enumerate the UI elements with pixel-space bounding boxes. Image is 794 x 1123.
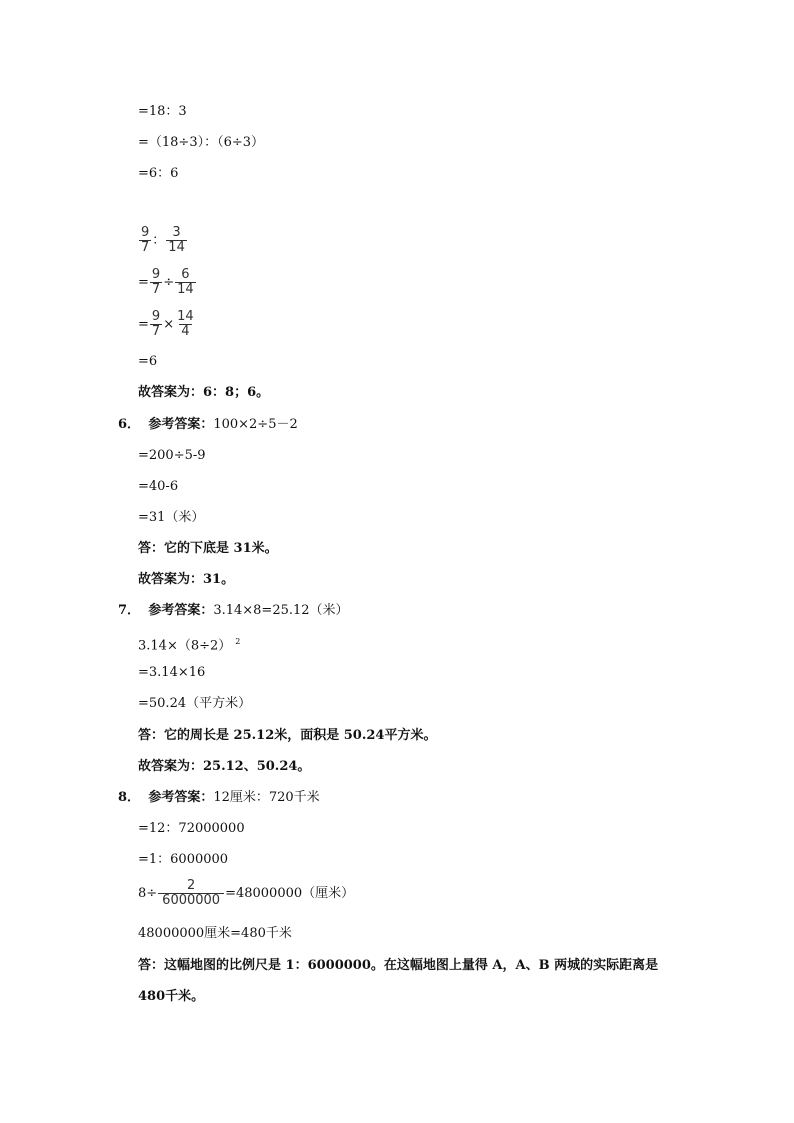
q6-step-1: =200÷5-9	[138, 448, 206, 463]
q8-answer-line-2: 480千米。	[138, 989, 205, 1004]
q7-final: 故答案为：25.12、50.24。	[138, 759, 311, 774]
fraction: $\frac{6}{14}$	[177, 267, 194, 297]
fraction: $\frac{9}{7}$	[141, 225, 150, 255]
q7-step-1: 3.14×（8÷2） $^2$	[138, 637, 241, 654]
calc-line-1: =18：3	[138, 104, 187, 119]
q8-answer-line-1: 答：这幅地图的比例尺是 1：6000000。在这幅地图上量得 A，A、B 两城的实际距离是	[138, 958, 659, 973]
fraction: $\frac{9}{7}$	[151, 309, 161, 339]
answer-line: 故答案为：6：8；6。	[138, 385, 270, 400]
question-7-header: 7． 参考答案：3.14×8=25.12（米）	[118, 603, 349, 618]
fraction-line-3: = $\frac{9}{7}$ × $\frac{14}{4}$	[138, 309, 194, 339]
fraction: $\frac{3}{14}$	[168, 225, 185, 255]
q6-answer: 答：它的下底是 31米。	[138, 541, 278, 556]
question-8-header: 8． 参考答案：12厘米：720千米	[118, 790, 320, 805]
q8-step-1: =12：72000000	[138, 821, 245, 836]
q6-final: 故答案为：31。	[138, 572, 235, 587]
fraction-line-2: = $\frac{9}{7}$ ÷ $\frac{6}{14}$	[138, 267, 194, 297]
question-6-header: 6． 参考答案：100×2÷5－2	[118, 417, 298, 432]
q7-step-2: =3.14×16	[138, 665, 206, 680]
q7-step-3: =50.24（平方米）	[138, 696, 252, 711]
fraction: $\frac{14}{4}$	[177, 309, 194, 339]
q8-step-2: =1：6000000	[138, 852, 229, 867]
q8-step-3: 8÷ $\frac{2}{6000000}$ =48000000（厘米）	[138, 878, 355, 908]
q6-step-2: =40-6	[138, 479, 179, 494]
fraction-line-1: $\frac{9}{7}$ ： $\frac{3}{14}$	[141, 225, 185, 255]
fraction: $\frac{9}{7}$	[151, 267, 161, 297]
calc-line-2: =（18÷3）：（6÷3）	[138, 135, 265, 150]
calc-line-3: =6：6	[138, 166, 179, 181]
q6-step-3: =31（米）	[138, 510, 205, 525]
calc-line-7: =6	[138, 354, 158, 369]
q8-step-4: 48000000厘米=480千米	[138, 926, 292, 941]
fraction: $\frac{2}{6000000}$	[158, 879, 224, 908]
q7-answer: 答：它的周长是 25.12米，面积是 50.24平方米。	[138, 728, 437, 743]
